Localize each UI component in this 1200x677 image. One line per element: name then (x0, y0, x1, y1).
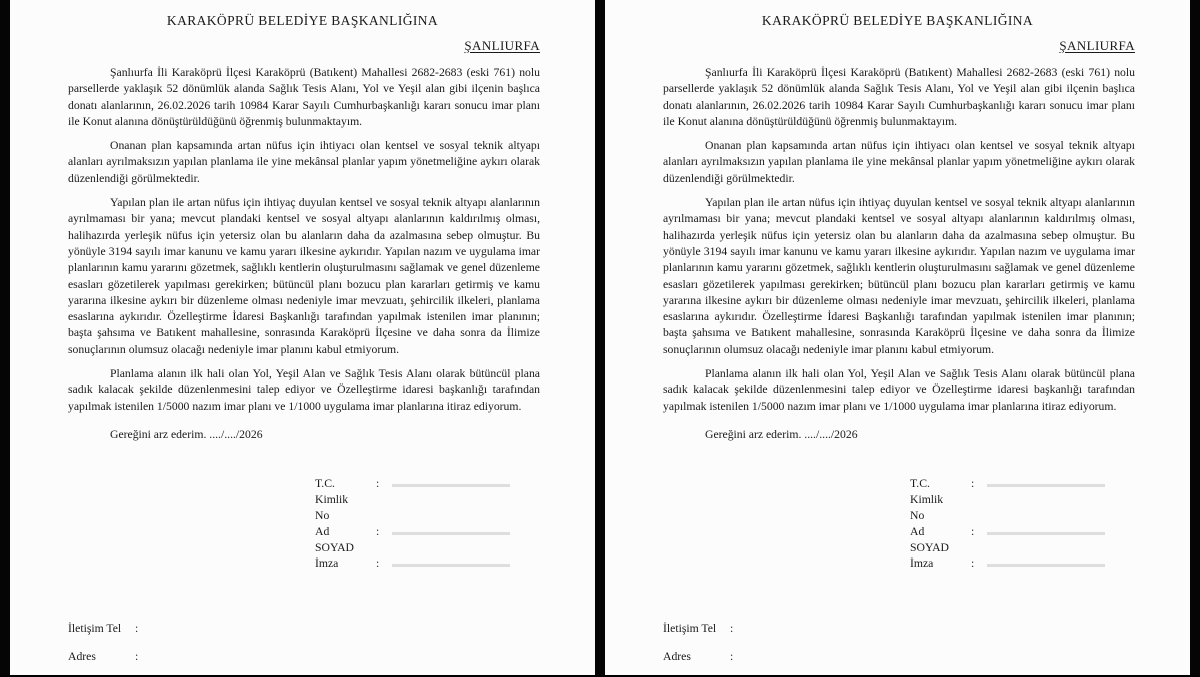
signature-label: No (315, 509, 330, 522)
contact-row-phone (68, 621, 138, 637)
paragraph-4: Planlama alanın ilk hali olan Yol, Yeşil Alan ve Sağlık Tesis Alanı olarak bütüncül plana sadık kalacak şekilde düzenlenmesini talep ediyor ve Özelleştirme idaresi başkanlığı tarafından yapılmak istenilen 1/5000 nazım imar planı ve 1/1000 uygulama imar planlarına itiraz ediyorum. (68, 367, 540, 413)
closing-line: Gereğini arz ederim. ..../..../2026 (705, 427, 858, 441)
signature-row (910, 476, 1105, 492)
center-divider-bar (595, 0, 605, 675)
signature-row (315, 556, 510, 572)
signature-row (910, 524, 1105, 540)
left-border-bar (0, 0, 10, 675)
redacted-line (392, 564, 510, 567)
signature-row (910, 556, 1105, 572)
contact-colon: : (730, 650, 734, 663)
signature-row (910, 540, 1105, 556)
signature-row (315, 524, 510, 540)
contact-row-phone (663, 621, 733, 637)
signature-colon: : (376, 557, 380, 570)
contact-colon: : (135, 622, 139, 635)
redacted-line (987, 484, 1105, 487)
signature-block (315, 476, 510, 572)
signature-colon: : (971, 557, 975, 570)
redacted-line (392, 484, 510, 487)
contact-colon: : (730, 622, 734, 635)
signature-row (315, 476, 510, 492)
contact-label: Adres (663, 650, 691, 663)
city-heading-text: ŞANLIURFA (1059, 38, 1135, 53)
signature-label: T.C. (910, 477, 930, 490)
signature-label: İmza (910, 557, 934, 570)
redacted-line (392, 532, 510, 535)
contact-label: İletişim Tel (663, 622, 717, 635)
signature-label: İmza (315, 557, 339, 570)
right-border-bar (1190, 0, 1200, 675)
letter-body (68, 65, 540, 415)
contact-row-address (68, 649, 138, 665)
city-heading (10, 38, 595, 53)
signature-label: T.C. (315, 477, 335, 490)
signature-label: Kimlik (910, 493, 944, 506)
contact-row-address (663, 649, 733, 665)
signature-colon: : (971, 525, 975, 538)
letter-body (663, 65, 1135, 415)
city-heading-text: ŞANLIURFA (464, 38, 540, 53)
signature-label: No (910, 509, 925, 522)
signature-label: Kimlik (315, 493, 349, 506)
closing-line: Gereğini arz ederim. ..../..../2026 (110, 427, 263, 441)
petition-page-right (605, 0, 1190, 675)
redacted-line (987, 564, 1105, 567)
paragraph-1: Şanlıurfa İli Karaköprü İlçesi Karaköprü (Batıkent) Mahallesi 2682-2683 (eski 761) nolu parsellerde yaklaşık 52 dönümlük alanda Sağlık Tesis Alanı, Yol ve Yeşil alan gibi ilçenin başlıca donatı alanlarının, 26.02.2026 tarih 10984 Karar Sayılı Cumhurbaşkanlığı kararı sonucu imar planı ile Konut alanına dönüştürüldüğünü öğrenmiş bulunmaktayım. (663, 66, 1135, 128)
signature-row (315, 492, 510, 508)
paragraph-3: Yapılan plan ile artan nüfus için ihtiyaç duyulan kentsel ve sosyal teknik altyapı alanlarının ayrılmaması bir yana; mevcut plandaki kentsel ve sosyal altyapı alanlarının kaldırılmış olması, halihazırda yerleşik nüfus için yetersiz olan bu alanların daha da azalmasına sebep olmuştur. Bu yönüyle 3194 sayılı imar kanunu ve kamu yararı ilkesine aykırıdır. Yapılan nazım ve uygulama imar planlarının kamu yararını gözetmek, sağlıklı kentlerin oluşturulmasını sağlamak ve genel düzenleme esasları gözetilerek yapılması gerekirken; bütüncül planı bozucu plan kararları getirmiş ve kamu yararına ilkesine aykırı bir düzenleme olması nedeniyle imar mevzuatı, şehircilik ilkeleri, planlama esaslarına aykırıdır. Özelleştirme İdaresi Başkanlığı tarafından yapılmak istenilen imar planının; başta şahsıma ve Batıkent mahallesine, sonrasında Karaköprü İlçesine ve daha sonra da İlimize sonuçlarının olumsuz olacağı nedeniyle imar planını kabul etmiyorum. (663, 196, 1135, 356)
paragraph-2: Onanan plan kapsamında artan nüfus için ihtiyacı olan kentsel ve sosyal teknik altyapı alanları ayrılmaksızın yapılan planlama ile yine mekânsal planlar yapım yönetmeliğine aykırı olarak düzenlendiği görülmektedir. (663, 139, 1135, 185)
contact-colon: : (135, 650, 139, 663)
signature-colon: : (376, 525, 380, 538)
paragraph-3: Yapılan plan ile artan nüfus için ihtiyaç duyulan kentsel ve sosyal teknik altyapı alanlarının ayrılmaması bir yana; mevcut plandaki kentsel ve sosyal altyapı alanlarının kaldırılmış olması, halihazırda yerleşik nüfus için yetersiz olan bu alanların daha da azalmasına sebep olmuştur. Bu yönüyle 3194 sayılı imar kanunu ve kamu yararı ilkesine aykırıdır. Yapılan nazım ve uygulama imar planlarının kamu yararını gözetmek, sağlıklı kentlerin oluşturulmasını sağlamak ve genel düzenleme esasları gözetilerek yapılması gerekirken; bütüncül planı bozucu plan kararları getirmiş ve kamu yararına ilkesine aykırı bir düzenleme olması nedeniyle imar mevzuatı, şehircilik ilkeleri, planlama esaslarına aykırıdır. Özelleştirme İdaresi Başkanlığı tarafından yapılmak istenilen imar planının; başta şahsıma ve Batıkent mahallesine, sonrasında Karaköprü İlçesine ve daha sonra da İlimize sonuçlarının olumsuz olacağı nedeniyle imar planını kabul etmiyorum. (68, 196, 540, 356)
signature-colon: : (376, 477, 380, 490)
signature-label: Ad (315, 525, 330, 538)
signature-row (315, 508, 510, 524)
petition-page-left (10, 0, 595, 675)
contact-label: İletişim Tel (68, 622, 122, 635)
redacted-line (987, 532, 1105, 535)
signature-row (910, 508, 1105, 524)
signature-label: SOYAD (910, 541, 949, 554)
page-title: KARAKÖPRÜ BELEDİYE BAŞKANLIĞINA (761, 13, 1034, 28)
signature-colon: : (971, 477, 975, 490)
paragraph-2: Onanan plan kapsamında artan nüfus için ihtiyacı olan kentsel ve sosyal teknik altyapı alanları ayrılmaksızın yapılan planlama ile yine mekânsal planlar yapım yönetmeliğine aykırı olarak düzenlendiği görülmektedir. (68, 139, 540, 185)
city-heading (605, 38, 1190, 53)
contact-block (663, 621, 733, 677)
contact-block (68, 621, 138, 677)
signature-label: SOYAD (315, 541, 354, 554)
signature-block (910, 476, 1105, 572)
paragraph-1: Şanlıurfa İli Karaköprü İlçesi Karaköprü (Batıkent) Mahallesi 2682-2683 (eski 761) nolu parsellerde yaklaşık 52 dönümlük alanda Sağlık Tesis Alanı, Yol ve Yeşil alan gibi ilçenin başlıca donatı alanlarının, 26.02.2026 tarih 10984 Karar Sayılı Cumhurbaşkanlığı kararı sonucu imar planı ile Konut alanına dönüştürüldüğünü öğrenmiş bulunmaktayım. (68, 66, 540, 128)
signature-row (910, 492, 1105, 508)
signature-label: Ad (910, 525, 925, 538)
paragraph-4: Planlama alanın ilk hali olan Yol, Yeşil Alan ve Sağlık Tesis Alanı olarak bütüncül plana sadık kalacak şekilde düzenlenmesini talep ediyor ve Özelleştirme idaresi başkanlığı tarafından yapılmak istenilen 1/5000 nazım imar planı ve 1/1000 uygulama imar planlarına itiraz ediyorum. (663, 367, 1135, 413)
page-title: KARAKÖPRÜ BELEDİYE BAŞKANLIĞINA (166, 13, 439, 28)
contact-label: Adres (68, 650, 96, 663)
signature-row (315, 540, 510, 556)
